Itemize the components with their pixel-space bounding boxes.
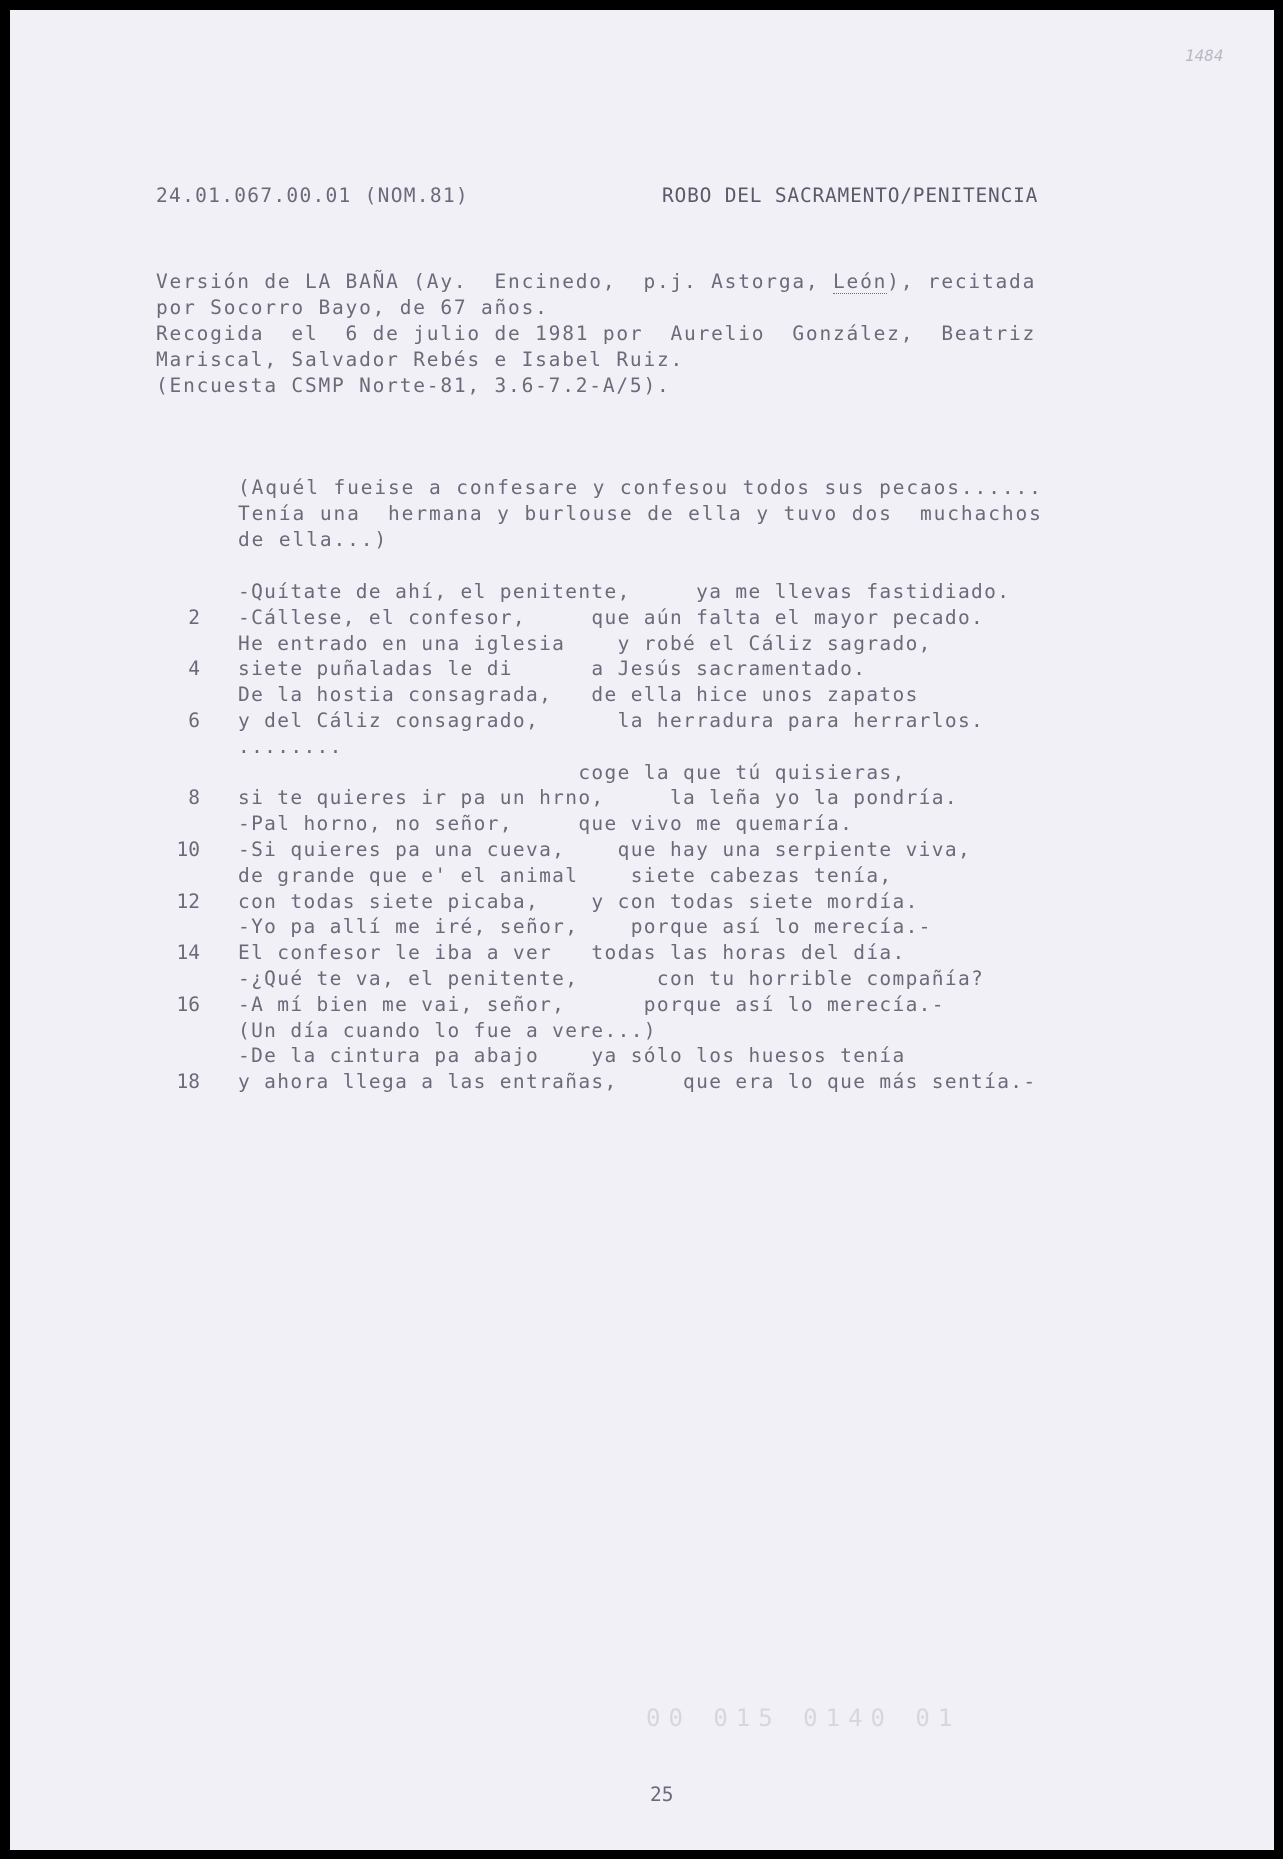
intro-line-2: por Socorro Bayo, de 67 años. <box>156 296 549 319</box>
intro-line-1-end: ), recitada <box>887 270 1037 293</box>
verse-line: (Un día cuando lo fue a vere...) <box>238 1019 657 1042</box>
verse-line: coge la que tú quisieras, <box>238 761 906 784</box>
intro-line-4: Mariscal, Salvador Rebés e Isabel Ruiz. <box>156 348 685 371</box>
verse-line: -A mí bien me vai, señor, porque así lo merecía.- <box>238 993 945 1016</box>
verse-line: -Pal horno, no señor, que vivo me quemaría. <box>238 812 854 835</box>
verse-line: ........ <box>238 735 343 758</box>
page-number: 25 <box>650 1783 674 1806</box>
note-line-2: Tenía una hermana y burlouse de ella y tuvo dos muchachos <box>238 502 1043 525</box>
document-page <box>10 10 1274 1850</box>
note-line-3: de ella...) <box>238 528 389 551</box>
verse-number: 6 <box>188 709 200 732</box>
verse-number: 18 <box>176 1070 200 1093</box>
verse-number: 10 <box>176 838 200 861</box>
intro-underlined-place: León <box>833 270 888 293</box>
intro-line-1 <box>156 272 1036 292</box>
corner-handwritten-mark: 1484 <box>1185 46 1224 65</box>
verse-number: 12 <box>176 890 200 913</box>
intro-line-1-start: Versión de LA BAÑA (Ay. Encinedo, p.j. Astorga, <box>156 270 833 293</box>
verse-line: De la hostia consagrada, de ella hice unos zapatos <box>238 683 919 706</box>
verse-line: El confesor le iba a ver todas las horas del día. <box>238 941 906 964</box>
catalog-code: 24.01.067.00.01 (NOM.81) <box>156 184 469 207</box>
note-line-1: (Aquél fueise a confesare y confesou todos sus pecaos...... <box>238 476 1043 499</box>
verse-line: con todas siete picaba, y con todas siete mordía. <box>238 890 919 913</box>
verse-line: He entrado en una iglesia y robé el Cáliz sagrado, <box>238 632 932 655</box>
verse-line: -Si quieres pa una cueva, que hay una serpiente viva, <box>238 838 972 861</box>
archive-watermark: 00 015 0140 01 <box>646 1704 961 1732</box>
verse-line: -Quítate de ahí, el penitente, ya me llevas fastidiado. <box>238 580 1011 603</box>
document-title: ROBO DEL SACRAMENTO/PENITENCIA <box>662 184 1039 207</box>
verse-number: 2 <box>188 606 200 629</box>
verse-number: 16 <box>176 993 200 1016</box>
verse-line: siete puñaladas le di a Jesús sacramentado. <box>238 657 867 680</box>
verse-line: de grande que e' el animal siete cabezas tenía, <box>238 864 893 887</box>
verse-line: -Cállese, el confesor, que aún falta el mayor pecado. <box>238 606 985 629</box>
verse-number: 4 <box>188 657 200 680</box>
verse-line: -Yo pa allí me iré, señor, porque así lo merecía.- <box>238 915 932 938</box>
verse-line: y ahora llega a las entrañas, que era lo que más sentía.- <box>238 1070 1037 1093</box>
intro-line-5: (Encuesta CSMP Norte-81, 3.6-7.2-A/5). <box>156 374 671 397</box>
verse-line: -De la cintura pa abajo ya sólo los huesos tenía <box>238 1044 906 1067</box>
verse-line: -¿Qué te va, el penitente, con tu horrible compañía? <box>238 967 985 990</box>
verse-number: 14 <box>176 941 200 964</box>
verse-number: 8 <box>188 786 200 809</box>
verse-line: si te quieres ir pa un hrno, la leña yo la pondría. <box>238 786 958 809</box>
intro-line-3: Recogida el 6 de julio de 1981 por Aurelio González, Beatriz <box>156 322 1037 345</box>
verse-line: y del Cáliz consagrado, la herradura para herrarlos. <box>238 709 985 732</box>
